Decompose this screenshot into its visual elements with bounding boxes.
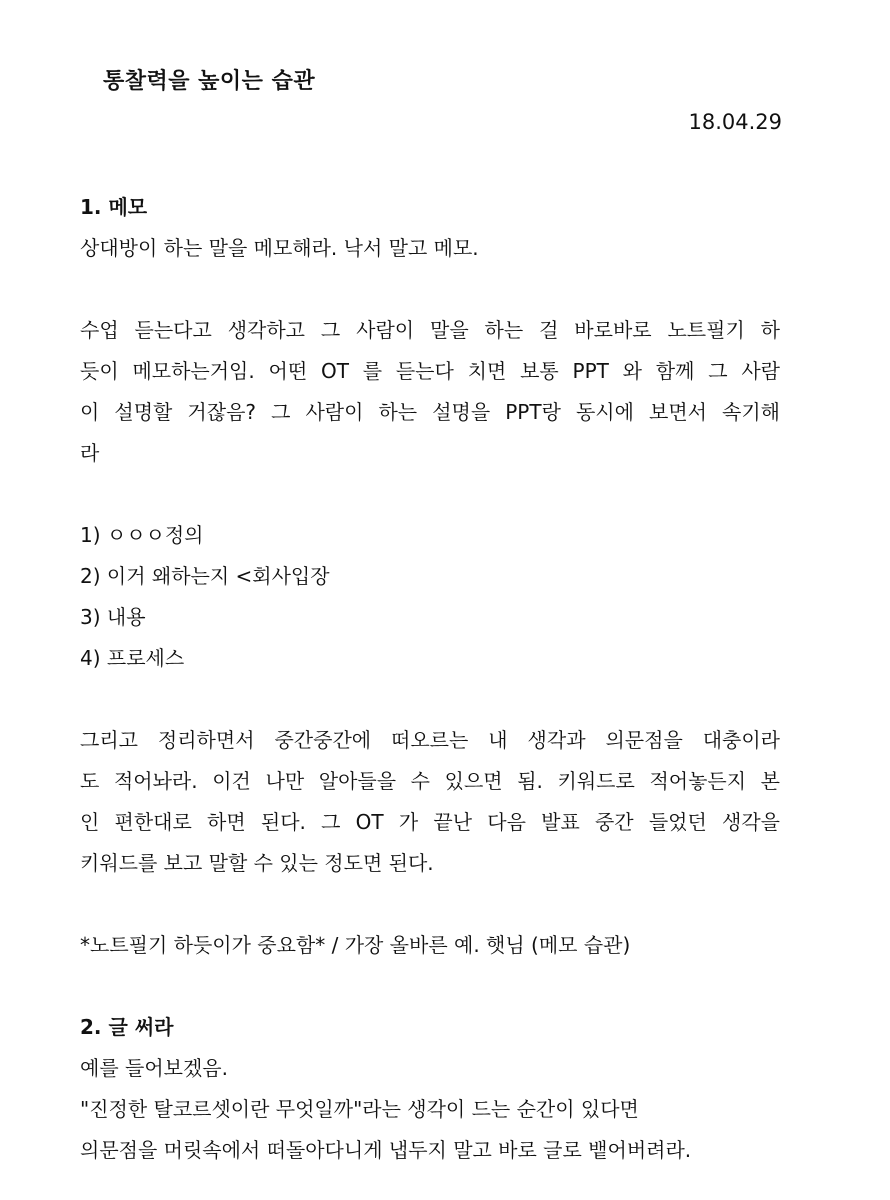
list-item: 2) 이거 왜하는지 <회사입장 [80, 564, 330, 588]
paragraph-line: 이 설명할 거잖음? 그 사람이 하는 설명을 PPT랑 동시에 보면서 속기해 [80, 400, 780, 424]
paragraph-line: 도 적어놔라. 이건 나만 알아들을 수 있으면 됨. 키워드로 적어놓든지 본 [80, 769, 780, 793]
paragraph-line: 듯이 메모하는거임. 어떤 OT 를 듣는다 치면 보통 PPT 와 함께 그 사람 [80, 359, 780, 383]
document-title: 통찰력을 높이는 습관 [103, 69, 316, 94]
spacer [80, 269, 780, 310]
spacer [80, 474, 780, 515]
list-item: 1) ㅇㅇㅇ정의 [80, 523, 204, 547]
paragraph-line: "진정한 탈코르셋이란 무엇일까"라는 생각이 드는 순간이 있다면 [80, 1097, 639, 1121]
paragraph-line: 의문점을 머릿속에서 떠돌아다니게 냅두지 말고 바로 글로 뱉어버려라. [80, 1138, 692, 1162]
paragraph-line: 인 편한대로 하면 된다. 그 OT 가 끝난 다음 발표 중간 들었던 생각을 [80, 810, 780, 834]
paragraph-line: 키워드를 보고 말할 수 있는 정도면 된다. [80, 851, 434, 875]
paragraph-line: 라 [80, 441, 100, 465]
document-body [80, 187, 780, 1171]
section-1-heading: 1. 메모 [80, 195, 148, 219]
section-2-heading: 2. 글 써라 [80, 1015, 174, 1039]
paragraph-line: 그리고 정리하면서 중간중간에 떠오르는 내 생각과 의문점을 대충이라 [80, 728, 780, 752]
document-date: 18.04.29 [688, 110, 782, 134]
paragraph-line: 수업 듣는다고 생각하고 그 사람이 말을 하는 걸 바로바로 노트필기 하 [80, 318, 780, 342]
section-1-intro: 상대방이 하는 말을 메모해라. 낙서 말고 메모. [80, 236, 479, 260]
paragraph-line: 예를 들어보겠음. [80, 1056, 228, 1080]
spacer [80, 884, 780, 925]
spacer [80, 966, 780, 1007]
note-line: *노트필기 하듯이가 중요함* / 가장 올바른 예. 햇님 (메모 습관) [80, 933, 631, 957]
spacer [80, 679, 780, 720]
list-item: 4) 프로세스 [80, 646, 185, 670]
list-item: 3) 내용 [80, 605, 146, 629]
